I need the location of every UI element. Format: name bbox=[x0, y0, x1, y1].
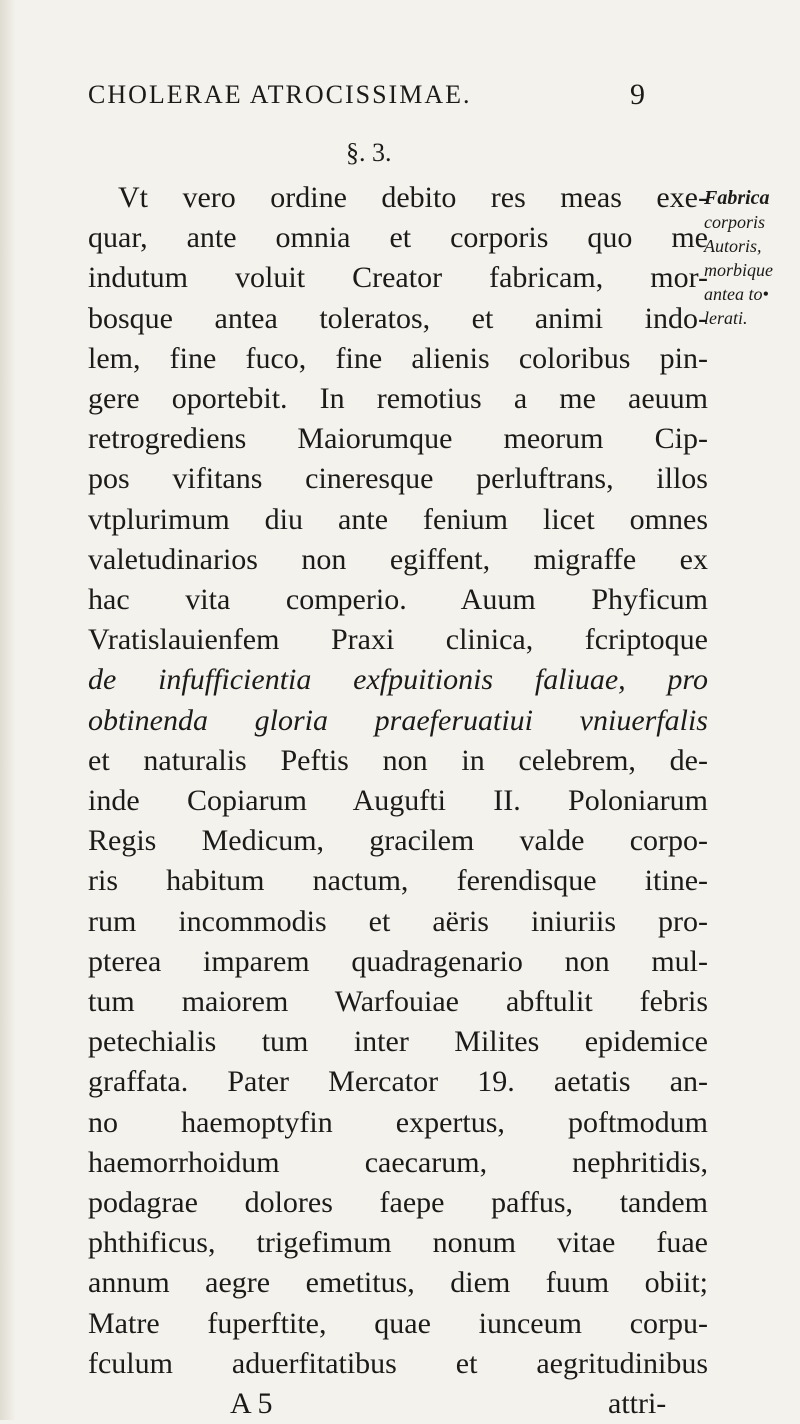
text-line: no haemoptyfin expertus, poftmodum bbox=[88, 1105, 708, 1139]
text-line: ris habitum nactum, ferendisque itine- bbox=[88, 864, 708, 898]
margin-note-line: Fabrica bbox=[704, 187, 770, 209]
text-line: Matre fuperftite, quae iunceum corpu- bbox=[88, 1306, 708, 1340]
margin-note-line: antea to• bbox=[704, 284, 769, 304]
text-line: podagrae dolores faepe paffus, tandem bbox=[88, 1186, 708, 1220]
margin-note-line: morbique bbox=[704, 260, 773, 280]
text-line: retrogrediens Maiorumque meorum Cip- bbox=[88, 422, 708, 456]
text-line: Regis Medicum, gracilem valde corpo- bbox=[88, 824, 708, 858]
margin-note-line: lerati. bbox=[704, 308, 748, 328]
text-line: lem, fine fuco, fine alienis coloribus pin- bbox=[88, 341, 708, 375]
text-line: Vratislauienfem Praxi clinica, fcriptoque bbox=[88, 623, 708, 657]
running-title: CHOLERAE ATROCISSIMAE. bbox=[88, 80, 472, 109]
text-line: hac vita comperio. Auum Phyficum bbox=[88, 583, 708, 617]
section-heading: §. 3. bbox=[346, 138, 392, 167]
signature-mark: A 5 bbox=[230, 1387, 273, 1421]
text-line: fculum aduerfitatibus et aegritudinibus bbox=[88, 1346, 708, 1380]
text-line: et naturalis Peftis non in celebrem, de- bbox=[88, 743, 708, 777]
text-line: quar, ante omnia et corporis quo me bbox=[88, 221, 708, 255]
text-line: petechialis tum inter Milites epidemice bbox=[88, 1025, 708, 1059]
body-text bbox=[88, 178, 708, 1424]
text-line: pos vifitans cineresque perluftrans, illos bbox=[88, 462, 708, 496]
text-line: rum incommodis et aëris iniuriis pro- bbox=[88, 904, 708, 938]
text-line: bosque antea toleratos, et animi indo- bbox=[88, 301, 708, 335]
text-line: vtplurimum diu ante fenium licet omnes bbox=[88, 502, 708, 536]
text-line: indutum voluit Creator fabricam, mor- bbox=[88, 261, 708, 295]
text-line: annum aegre emetitus, diem fuum obiit; bbox=[88, 1266, 708, 1300]
marginal-note bbox=[704, 186, 800, 330]
text-line: valetudinarios non egiffent, migraffe ex bbox=[88, 542, 708, 576]
text-line: graffata. Pater Mercator 19. aetatis an- bbox=[88, 1065, 708, 1099]
text-line: gere oportebit. In remotius a me aeuum bbox=[88, 382, 708, 416]
text-line-italic: obtinenda gloria praeferuatiui vniuerfalis bbox=[88, 703, 708, 737]
catchword: attri- bbox=[608, 1387, 667, 1421]
text-line: pterea imparem quadragenario non mul- bbox=[88, 944, 708, 978]
text-line: phthificus, trigefimum nonum vitae fuae bbox=[88, 1226, 708, 1260]
footer-line bbox=[88, 1384, 708, 1424]
text-line: tum maiorem Warfouiae abftulit febris bbox=[88, 985, 708, 1019]
text-line: inde Copiarum Augufti II. Poloniarum bbox=[88, 784, 708, 818]
page-gutter-shadow bbox=[0, 0, 16, 1420]
page-number: 9 bbox=[630, 78, 645, 111]
margin-note-line: corporis bbox=[704, 212, 766, 232]
text-line-italic: de infufficientia exfpuitionis faliuae, pro bbox=[88, 663, 708, 697]
margin-note-line: Autoris, bbox=[704, 236, 762, 256]
text-line: haemorrhoidum caecarum, nephritidis, bbox=[88, 1145, 708, 1179]
text-line: Vt vero ordine debito res meas exe- bbox=[118, 181, 708, 214]
